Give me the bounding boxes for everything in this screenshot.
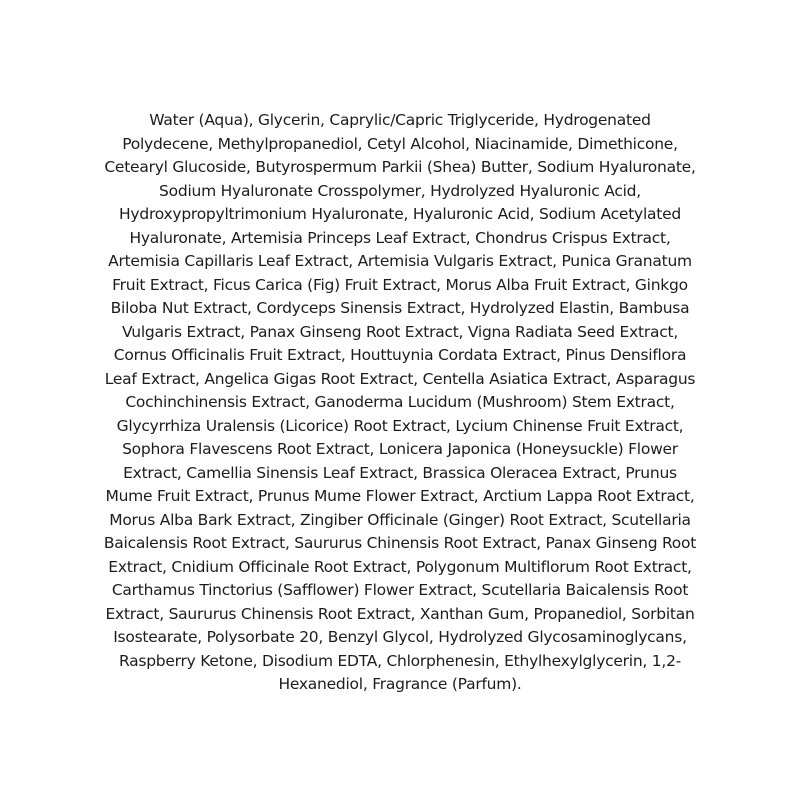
ingredients-line: Extract, Camellia Sinensis Leaf Extract, Brassica Oleracea Extract, Prunus: [123, 463, 677, 482]
ingredients-line: Baicalensis Root Extract, Saururus Chinensis Root Extract, Panax Ginseng Root: [103, 534, 697, 552]
ingredients-line: Water (Aqua), Glycerin, Caprylic/Capric Triglyceride, Hydrogenated: [149, 111, 651, 129]
ingredients-line: Isostearate, Polysorbate 20, Benzyl Glycol, Hydrolyzed Glycosaminoglycans,: [113, 628, 687, 646]
ingredients-line: Raspberry Ketone, Disodium EDTA, Chlorphenesin, Ethylhexylglycerin, 1,2-: [118, 651, 682, 670]
ingredients-line: Morus Alba Bark Extract, Zingiber Officinale (Ginger) Root Extract, Scutellaria: [109, 510, 691, 529]
ingredients-line: Biloba Nut Extract, Cordyceps Sinensis Extract, Hydrolyzed Elastin, Bambusa: [110, 299, 690, 317]
ingredients-line: Extract, Cnidium Officinale Root Extract, Polygonum Multiflorum Root Extract,: [108, 557, 692, 576]
ingredients-line: Polydecene, Methylpropanediol, Cetyl Alcohol, Niacinamide, Dimethicone,: [122, 134, 678, 153]
ingredients-line: Cochinchinensis Extract, Ganoderma Lucidum (Mushroom) Stem Extract,: [125, 393, 675, 411]
ingredients-line: Fruit Extract, Ficus Carica (Fig) Fruit Extract, Morus Alba Fruit Extract, Ginkgo: [112, 275, 688, 294]
ingredients-line: Sophora Flavescens Root Extract, Lonicera Japonica (Honeysuckle) Flower: [122, 440, 678, 458]
ingredients-line: Vulgaris Extract, Panax Ginseng Root Extract, Vigna Radiata Seed Extract,: [122, 322, 678, 341]
ingredients-line: Hexanediol, Fragrance (Parfum).: [278, 675, 522, 693]
ingredients-line: Carthamus Tinctorius (Safflower) Flower Extract, Scutellaria Baicalensis Root: [111, 581, 689, 599]
ingredients-line: Artemisia Capillaris Leaf Extract, Artemisia Vulgaris Extract, Punica Granatum: [108, 252, 692, 270]
ingredients-line: Glycyrrhiza Uralensis (Licorice) Root Extract, Lycium Chinense Fruit Extract,: [116, 416, 684, 435]
ingredients-line: Extract, Saururus Chinensis Root Extract, Xanthan Gum, Propanediol, Sorbitan: [105, 604, 695, 623]
ingredients-line: Sodium Hyaluronate Crosspolymer, Hydrolyzed Hyaluronic Acid,: [159, 181, 641, 200]
ingredients-line: Hydroxypropyltrimonium Hyaluronate, Hyaluronic Acid, Sodium Acetylated: [119, 205, 681, 223]
ingredients-line: Hyaluronate, Artemisia Princeps Leaf Extract, Chondrus Crispus Extract,: [129, 228, 671, 247]
ingredients-line: Cornus Officinalis Fruit Extract, Houttuynia Cordata Extract, Pinus Densiflora: [113, 346, 687, 364]
ingredients-list: [80, 109, 720, 697]
ingredients-line: Leaf Extract, Angelica Gigas Root Extract, Centella Asiatica Extract, Asparagus: [104, 369, 696, 388]
ingredients-line: Cetearyl Glucoside, Butyrospermum Parkii (Shea) Butter, Sodium Hyaluronate,: [104, 158, 696, 176]
ingredients-line: Mume Fruit Extract, Prunus Mume Flower Extract, Arctium Lappa Root Extract,: [105, 487, 695, 505]
